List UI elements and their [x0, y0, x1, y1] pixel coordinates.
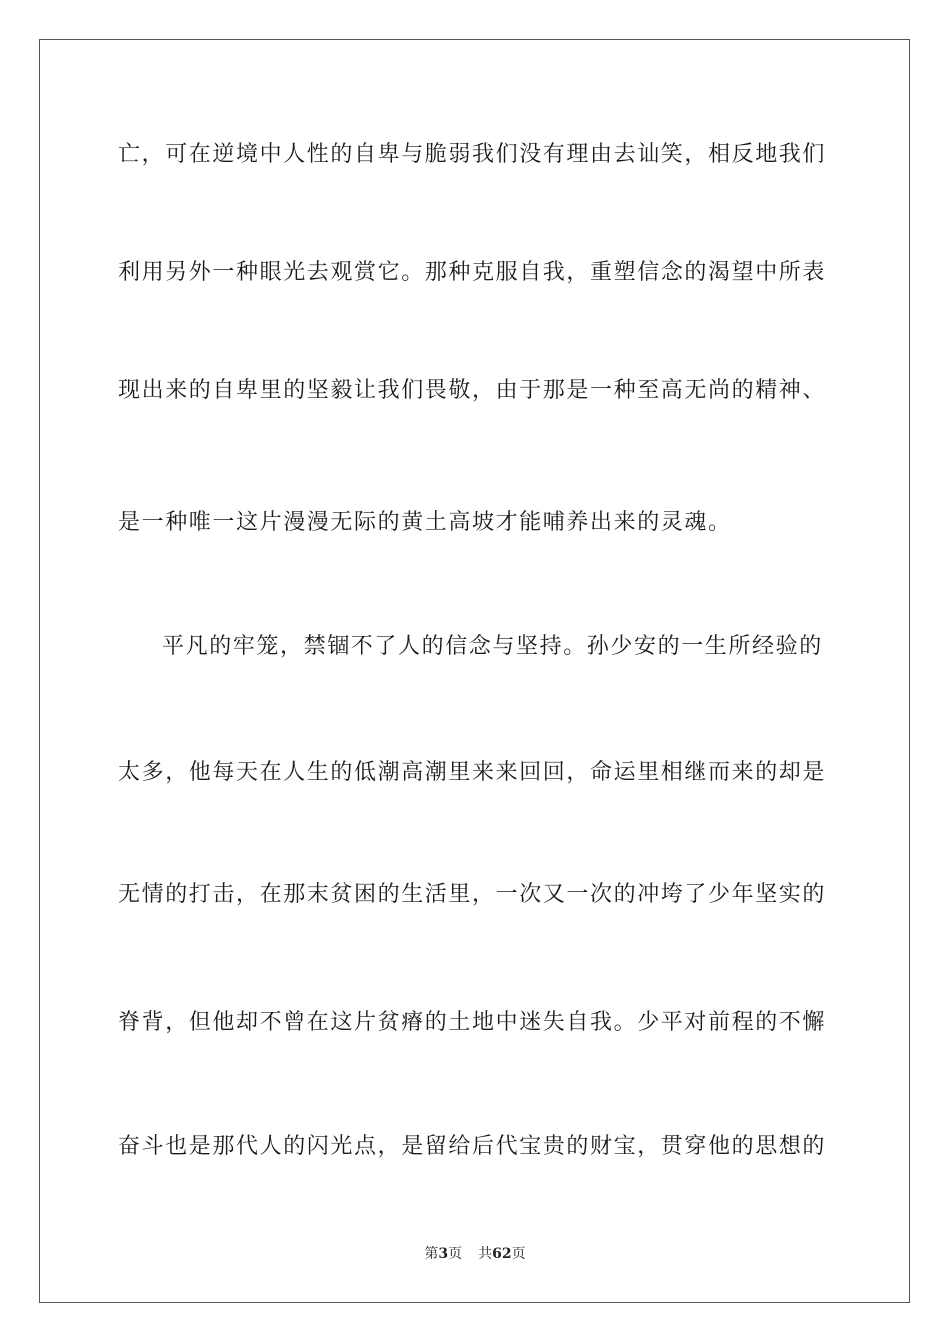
text-line: 奋斗也是那代人的闪光点，是留给后代宝贵的财宝，贯穿他的思想的 [118, 1134, 827, 1159]
page-footer [0, 1245, 950, 1263]
page-prefix: 第 [424, 1246, 439, 1262]
total-pages: 62 [492, 1246, 512, 1262]
total-prefix: 共 [478, 1246, 493, 1262]
text-line: 是一种唯一这片漫漫无际的黄土高坡才能哺养出来的灵魂。 [118, 510, 732, 535]
text-line: 脊背，但他却不曾在这片贫瘠的土地中迷失自我。少平对前程的不懈 [118, 1010, 827, 1035]
text-line: 亡，可在逆境中人性的自卑与脆弱我们没有理由去讪笑，相反地我们 [118, 142, 827, 167]
text-line: 现出来的自卑里的坚毅让我们畏敬，由于那是一种至高无尚的精神、 [118, 378, 827, 403]
total-unit: 页 [511, 1246, 526, 1262]
text-line: 无情的打击，在那末贫困的生活里，一次又一次的冲垮了少年坚实的 [118, 882, 827, 907]
text-line: 利用另外一种眼光去观赏它。那种克服自我，重塑信念的渴望中所表 [118, 260, 827, 285]
paragraph-first-line: 平凡的牢笼，禁锢不了人的信念与坚持。孙少安的一生所经验的 [162, 634, 823, 659]
page-number: 3 [438, 1246, 449, 1262]
text-line: 太多，他每天在人生的低潮高潮里来来回回，命运里相继而来的却是 [118, 760, 827, 785]
page-border [39, 39, 910, 1303]
page-unit: 页 [448, 1246, 463, 1262]
